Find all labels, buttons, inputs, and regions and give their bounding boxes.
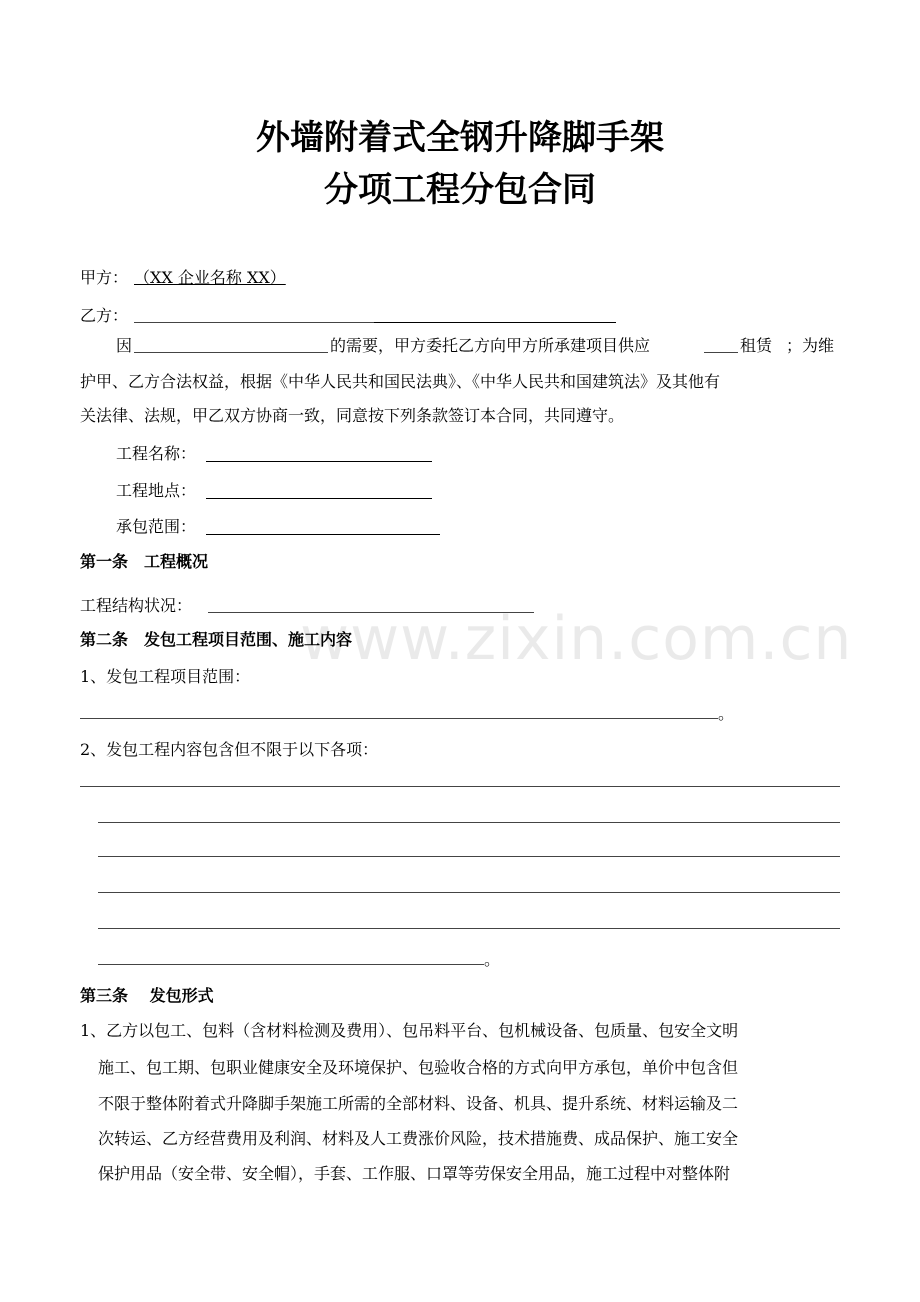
scope-period: 。	[718, 704, 735, 723]
project-name-label: 工程名称：	[116, 444, 197, 463]
article2-item1: 1、发包工程项目范围：	[80, 667, 251, 686]
article3-p1: 1、乙方以包工、包料（含材料检测及费用）、包吊料平台、包机械设备、包质量、包安全文明	[80, 1021, 739, 1040]
intro-prefix: 因	[116, 336, 133, 355]
contract-scope-label: 承包范围：	[116, 517, 197, 536]
article3-p3: 不限于整体附着式升降脚手架施工所需的全部材料、设备、机具、提升系统、材料运输及二	[98, 1094, 739, 1113]
article3-p2: 施工、包工期、包职业健康安全及环境保护、包验收合格的方式向甲方承包，单价中包含但	[98, 1058, 739, 1077]
content-period: 。	[484, 950, 501, 969]
content-blank-1	[80, 786, 840, 787]
document-title-line2: 分项工程分包合同	[324, 170, 596, 210]
intro-blank-supply	[704, 352, 738, 353]
article3-p4: 次转运、乙方经营费用及利润、材料及人工费涨价风险，技术措施费、成品保护、施工安全	[98, 1129, 739, 1148]
intro-blank-need	[134, 352, 328, 353]
party-a-label: 甲方：	[80, 268, 129, 287]
article2-item2: 2、发包工程内容包含但不限于以下各项：	[80, 740, 379, 759]
article3-p5: 保护用品（安全带、安全帽），手套、工作服、口罩等劳保安全用品，施工过程中对整体附	[98, 1164, 731, 1183]
document-title-line1: 外墙附着式全钢升降脚手架	[256, 118, 664, 158]
contract-scope-blank	[206, 534, 440, 535]
article3-heading: 第三条 发包形式	[80, 986, 214, 1005]
article2-heading: 第二条 发包工程项目范围、施工内容	[80, 630, 353, 649]
party-a-value: （XX 企业名称 XX）	[134, 268, 286, 287]
article1-heading: 第一条 工程概况	[80, 552, 209, 571]
intro-mid: 的需要，甲方委托乙方向甲方所承建项目供应	[330, 336, 651, 355]
project-location-label: 工程地点：	[116, 481, 197, 500]
party-b-blank-b	[374, 322, 616, 323]
structure-label: 工程结构状况：	[80, 596, 193, 615]
intro-rent: 租赁	[740, 336, 773, 355]
project-location-blank	[206, 498, 432, 499]
content-blank-4	[98, 892, 840, 893]
content-blank-5	[98, 928, 840, 929]
intro-line3: 关法律、法规，甲乙双方协商一致，同意按下列条款签订本合同，共同遵守。	[80, 406, 625, 425]
content-blank-3	[98, 856, 840, 857]
watermark: www.zixin.com.cn	[300, 604, 853, 674]
content-blank-2	[98, 822, 840, 823]
intro-rest1: ；为维	[786, 336, 835, 355]
intro-line2: 护甲、乙方合法权益，根据《中华人民共和国民法典》、《中华人民共和国建筑法》及其他有	[80, 372, 721, 391]
party-b-blank-a	[134, 322, 374, 323]
content-blank-6	[98, 964, 484, 965]
project-name-blank	[206, 461, 432, 462]
party-b-label: 乙方：	[80, 306, 129, 325]
scope-blank	[80, 718, 718, 719]
